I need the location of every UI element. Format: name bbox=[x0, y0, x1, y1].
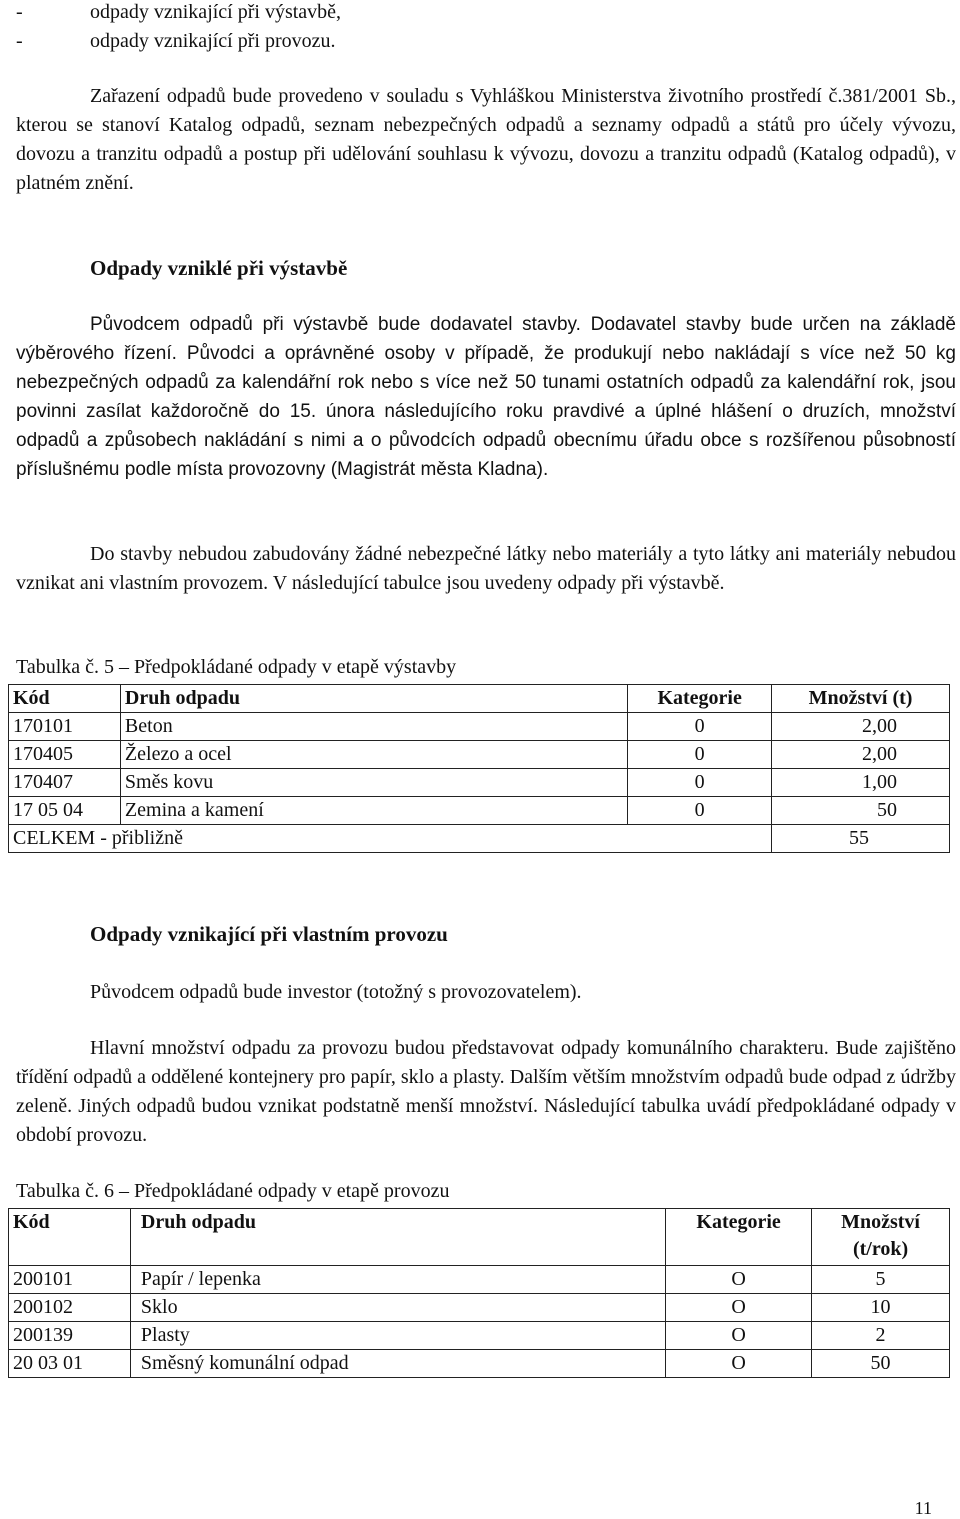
column-header: Druh odpadu bbox=[130, 1209, 665, 1266]
column-header: Kód bbox=[9, 685, 121, 713]
table-cell: O bbox=[666, 1266, 812, 1294]
list-item bbox=[16, 27, 336, 56]
table-cell: 17 05 04 bbox=[9, 797, 121, 825]
list-item-text: odpady vznikající při výstavbě, bbox=[90, 1, 342, 23]
table-cell: Směsný komunální odpad bbox=[130, 1350, 665, 1378]
table-cell: 10 bbox=[812, 1294, 950, 1322]
table-row bbox=[9, 1322, 950, 1350]
table-cell: 0 bbox=[628, 741, 772, 769]
paragraph-operation-producer bbox=[16, 978, 956, 1007]
list-dash: - bbox=[16, 1, 23, 23]
table-cell: Sklo bbox=[130, 1294, 665, 1322]
table-cell: Zemina a kamení bbox=[120, 797, 627, 825]
section-heading-construction: Odpady vzniklé při výstavbě bbox=[90, 256, 348, 280]
column-header: Kategorie bbox=[666, 1209, 812, 1266]
table-cell: Papír / lepenka bbox=[130, 1266, 665, 1294]
paragraph-text: Původcem odpadů bude investor (totožný s provozovatelem). bbox=[90, 981, 582, 1003]
table-cell: O bbox=[666, 1294, 812, 1322]
page-number: 11 bbox=[914, 1498, 932, 1518]
table-cell: 200139 bbox=[9, 1322, 131, 1350]
column-header: Kategorie bbox=[628, 685, 772, 713]
table-header-row bbox=[9, 1209, 950, 1266]
table-cell: Plasty bbox=[130, 1322, 665, 1350]
table-cell: 170101 bbox=[9, 713, 121, 741]
table-row bbox=[9, 769, 950, 797]
table-row bbox=[9, 713, 950, 741]
table-cell: O bbox=[666, 1322, 812, 1350]
table-cell: 2,00 bbox=[772, 713, 950, 741]
total-value: 55 bbox=[772, 825, 950, 853]
table-cell: 0 bbox=[628, 797, 772, 825]
table-row bbox=[9, 1350, 950, 1378]
table-caption: Tabulka č. 6 – Předpokládané odpady v etapě provozu bbox=[16, 1180, 450, 1202]
table-cell: 20 03 01 bbox=[9, 1350, 131, 1378]
table-cell: 0 bbox=[628, 713, 772, 741]
table-cell: 2,00 bbox=[772, 741, 950, 769]
total-label: CELKEM - přibližně bbox=[9, 825, 772, 853]
table-cell: 1,00 bbox=[772, 769, 950, 797]
table-cell: 50 bbox=[772, 797, 950, 825]
column-header: Kód bbox=[9, 1209, 131, 1266]
table-row bbox=[9, 741, 950, 769]
column-header: Množství (t/rok) bbox=[812, 1209, 950, 1266]
paragraph-operation-waste bbox=[16, 1034, 956, 1150]
table-cell: Beton bbox=[120, 713, 627, 741]
paragraph-construction-producer bbox=[16, 310, 956, 484]
table-cell: O bbox=[666, 1350, 812, 1378]
table-cell: 50 bbox=[812, 1350, 950, 1378]
list-item bbox=[16, 0, 341, 27]
list-dash: - bbox=[16, 30, 23, 52]
paragraph-waste-classification bbox=[16, 82, 956, 198]
table-cell: 0 bbox=[628, 769, 772, 797]
table-cell: 5 bbox=[812, 1266, 950, 1294]
section-heading-operation: Odpady vznikající při vlastním provozu bbox=[90, 922, 448, 946]
paragraph-text: Původcem odpadů při výstavbě bude dodavatel stavby. Dodavatel stavby bude určen na základě výběrového řízení. Původci a oprávněné osoby v případě, že produkují nebo nakládají s více než 50 kg nebezpečných odpadů za kalendářní rok nebo s více než 50 tunami ostatních odpadů za kalendářní rok, jsou povinni zasílat každoročně do 15. února následujícího roku pravdivé a úplné hlášení o druzích, množství odpadů a způsobech nakládání s nimi a o původcích odpadů obecnímu úřadu obce s rozšířenou působností příslušnému podle místa provozovny (Magistrát města Kladna). bbox=[16, 314, 956, 480]
table-cell: 2 bbox=[812, 1322, 950, 1350]
table-row bbox=[9, 797, 950, 825]
construction-waste-table bbox=[8, 684, 950, 853]
table-caption: Tabulka č. 5 – Předpokládané odpady v etapě výstavby bbox=[16, 656, 457, 678]
table-row bbox=[9, 1294, 950, 1322]
paragraph-text: Zařazení odpadů bude provedeno v souladu s Vyhláškou Ministerstva životního prostředí č.381/2001 Sb., kterou se stanoví Katalog odpadů, seznam nebezpečných odpadů a seznamy odpadů a států pro účely vývozu, dovozu a tranzitu odpadů a postup při udělování souhlasu k vývozu, dovozu a tranzitu odpadů (Katalog odpadů), v platném znění. bbox=[16, 85, 956, 194]
column-header: Množství (t) bbox=[772, 685, 950, 713]
column-header: Druh odpadu bbox=[120, 685, 627, 713]
table-total-row bbox=[9, 825, 950, 853]
table-cell: Směs kovu bbox=[120, 769, 627, 797]
list-item-text: odpady vznikající při provozu. bbox=[90, 30, 336, 52]
table-cell: 170407 bbox=[9, 769, 121, 797]
table-cell: Železo a ocel bbox=[120, 741, 627, 769]
table-header-row bbox=[9, 685, 950, 713]
table-cell: 200101 bbox=[9, 1266, 131, 1294]
paragraph-no-hazardous bbox=[16, 540, 956, 598]
table-cell: 170405 bbox=[9, 741, 121, 769]
paragraph-text: Do stavby nebudou zabudovány žádné nebezpečné látky nebo materiály a tyto látky ani materiály nebudou vznikat ani vlastním provozem. V následující tabulce jsou uvedeny odpady při výstavbě. bbox=[16, 543, 956, 594]
table-cell: 200102 bbox=[9, 1294, 131, 1322]
paragraph-text: Hlavní množství odpadu za provozu budou představovat odpady komunálního charakteru. Bude zajištěno třídění odpadů a oddělené kontejnery pro papír, sklo a plasty. Dalším větším množstvím odpadů bude odpad z údržby zeleně. Jiných odpadů budou vznikat podstatně menší množství. Následující tabulka uvádí předpokládané odpady v období provozu. bbox=[16, 1037, 956, 1146]
operation-waste-table bbox=[8, 1208, 950, 1378]
table-row bbox=[9, 1266, 950, 1294]
